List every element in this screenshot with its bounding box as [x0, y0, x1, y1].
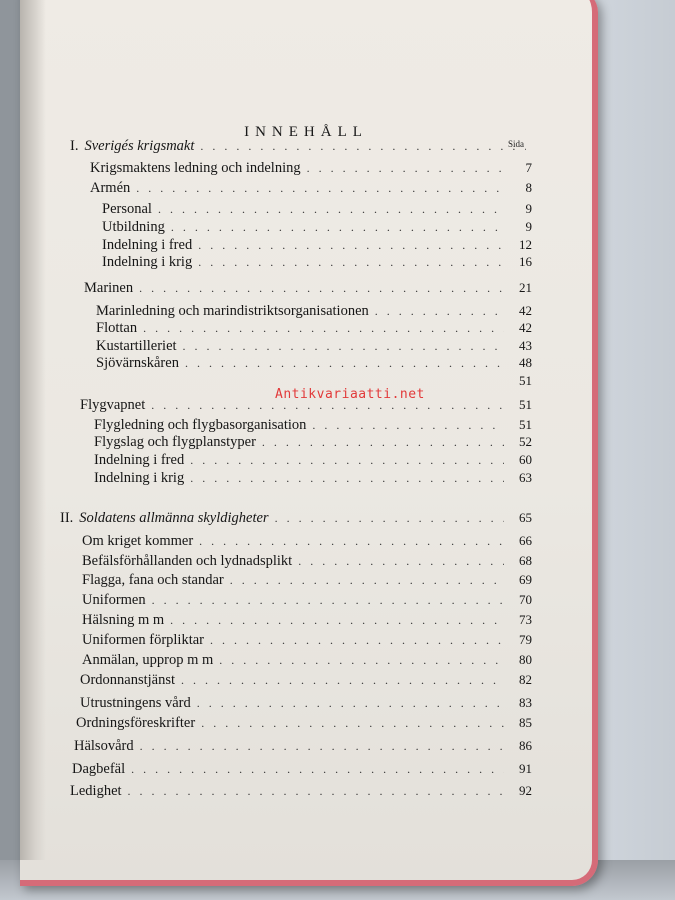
- leader-dots: [197, 696, 504, 711]
- toc-page-number: 43: [519, 338, 532, 353]
- toc-entry: [82, 632, 532, 649]
- toc-page-number: 12: [519, 237, 532, 252]
- toc-label: Flagga, fana och standar: [82, 572, 224, 588]
- toc-entry: [94, 470, 532, 487]
- toc-label: Hälsning m m: [82, 612, 165, 628]
- leader-dots: [171, 220, 504, 235]
- toc-page-number: 86: [519, 738, 532, 753]
- leader-dots: [307, 161, 504, 176]
- toc-page-number: 48: [519, 355, 532, 370]
- leader-dots: [262, 435, 504, 450]
- leader-dots: [136, 181, 504, 196]
- toc-label: Krigsmaktens ledning och indelning: [90, 160, 301, 176]
- leader-dots: [275, 511, 504, 526]
- toc-page-number: 66: [519, 533, 532, 548]
- leader-dots: [298, 554, 504, 569]
- toc-entry: [102, 219, 532, 236]
- toc-entry: [90, 160, 532, 177]
- toc-label: Uniformen: [82, 592, 146, 608]
- leader-dots: [152, 593, 504, 608]
- toc-entry: [82, 572, 532, 589]
- leader-dots: [181, 673, 504, 688]
- toc-page-number: 68: [519, 553, 532, 568]
- leader-dots: [185, 356, 504, 371]
- toc-page-number: 63: [519, 470, 532, 485]
- toc-page-number: 69: [519, 572, 532, 587]
- leader-dots: [140, 739, 504, 754]
- page-title: INNEHÅLL: [244, 124, 368, 140]
- toc-entry: [96, 320, 532, 337]
- leader-dots: [139, 281, 504, 296]
- leader-dots: [198, 238, 504, 253]
- toc-page-number: 21: [519, 280, 532, 295]
- toc-entry: [84, 280, 532, 297]
- leader-dots: [210, 633, 504, 648]
- leader-dots: [230, 573, 504, 588]
- toc-entry: [102, 254, 532, 271]
- toc-page-number: 51: [519, 397, 532, 412]
- toc-page-number: 79: [519, 632, 532, 647]
- toc-entry: [94, 452, 532, 469]
- toc-label: Hälsovård: [74, 738, 134, 754]
- toc-page-number: 9: [525, 201, 532, 216]
- toc-label: Flygslag och flygplanstyper: [94, 434, 256, 450]
- toc-page-number: 51: [519, 417, 532, 432]
- toc-page-number: 73: [519, 612, 532, 627]
- section-number: I.: [70, 138, 79, 154]
- book: [20, 10, 583, 882]
- toc-entry: [82, 533, 532, 550]
- leader-dots: [158, 202, 504, 217]
- toc-page-number: 42: [519, 320, 532, 335]
- toc-entry: [80, 695, 532, 712]
- leader-dots: [190, 453, 504, 468]
- leader-dots: [219, 653, 504, 668]
- toc-page-number: 16: [519, 254, 532, 269]
- leader-dots: [199, 534, 504, 549]
- toc-label: Indelning i krig: [94, 470, 185, 486]
- toc-entry: [102, 237, 532, 254]
- toc-label: Ordonnanstjänst: [80, 672, 176, 688]
- toc-page-number: 70: [519, 592, 532, 607]
- toc-entry: [96, 303, 532, 320]
- toc-label: Utrustningens vård: [80, 695, 191, 711]
- leader-dots: [312, 418, 504, 433]
- toc-entry: [74, 738, 532, 755]
- toc-label: Dagbefäl: [72, 761, 126, 777]
- toc-page-number: 92: [519, 783, 532, 798]
- toc-label: Om kriget kommer: [82, 533, 194, 549]
- toc-page-number: 8: [525, 180, 532, 195]
- toc-label: Flottan: [96, 320, 138, 336]
- leader-dots: [198, 255, 504, 270]
- toc-entry: [82, 612, 532, 629]
- toc-section-1: [70, 138, 532, 155]
- toc-label: Soldatens allmänna skyldigheter: [79, 510, 269, 526]
- toc-label: Anmälan, upprop m m: [82, 652, 214, 668]
- watermark: Antikvariaatti.net: [275, 387, 425, 402]
- leader-dots: [143, 321, 504, 336]
- toc-page-number: 91: [519, 761, 532, 776]
- toc-page-number: 83: [519, 695, 532, 710]
- leader-dots: [375, 304, 504, 319]
- toc-label: Ledighet: [70, 783, 122, 799]
- toc-label: Befälsförhållanden och lydnadsplikt: [82, 553, 293, 569]
- leader-dots: [128, 784, 504, 799]
- leader-dots: [200, 139, 526, 154]
- toc-label: Marinledning och marindistriktsorganisationen: [96, 303, 369, 319]
- toc-page-number: 7: [525, 160, 532, 175]
- toc-label: Flygvapnet: [80, 397, 146, 413]
- toc-label: Personal: [102, 201, 152, 217]
- toc-label: Indelning i fred: [94, 452, 185, 468]
- toc-entry: [72, 761, 532, 778]
- toc-label: Utbildning: [102, 219, 165, 235]
- toc-label: Armén: [90, 180, 131, 196]
- toc-label: Sjövärnskåren: [96, 355, 179, 371]
- leader-dots: [183, 339, 504, 354]
- toc-entry: [76, 715, 532, 732]
- toc-page-number: 60: [519, 452, 532, 467]
- toc-label: Marinen: [84, 280, 134, 296]
- toc-section-2: [60, 510, 532, 527]
- toc-label: Flygledning och flygbasorganisation: [94, 417, 307, 433]
- toc-label: Indelning i fred: [102, 237, 193, 253]
- toc-entry: [82, 652, 532, 669]
- toc-entry: [90, 180, 532, 197]
- toc-entry: [82, 553, 532, 570]
- toc-entry: [96, 338, 532, 355]
- book-page: [20, 0, 598, 886]
- toc-page-number: 9: [525, 219, 532, 234]
- toc-label: Ordningsföreskrifter: [76, 715, 196, 731]
- toc-entry: [96, 355, 532, 372]
- toc-entry: [70, 783, 532, 800]
- page-column-label: Sida: [508, 139, 525, 149]
- toc-entry: [94, 417, 532, 434]
- toc-label: Kustartilleriet: [96, 338, 177, 354]
- toc-entry: [102, 201, 532, 218]
- toc-page-number: 65: [519, 510, 532, 525]
- toc-label: Sverigés krigsmakt: [84, 138, 195, 154]
- toc-entry: [94, 434, 532, 451]
- toc-page-number: 51: [519, 373, 532, 388]
- toc-page-number: 85: [519, 715, 532, 730]
- toc-page-number: 52: [519, 434, 532, 449]
- toc-entry: [80, 672, 532, 689]
- leader-dots: [131, 762, 504, 777]
- leader-dots: [170, 613, 504, 628]
- toc-page-number: 82: [519, 672, 532, 687]
- leader-dots: [190, 471, 504, 486]
- toc-label: Indelning i krig: [102, 254, 193, 270]
- toc-entry: [82, 592, 532, 609]
- leader-dots: [201, 716, 504, 731]
- section-number: II.: [60, 510, 74, 526]
- toc-page-number: 42: [519, 303, 532, 318]
- toc-label: Uniformen förpliktar: [82, 632, 205, 648]
- toc-page-number: 80: [519, 652, 532, 667]
